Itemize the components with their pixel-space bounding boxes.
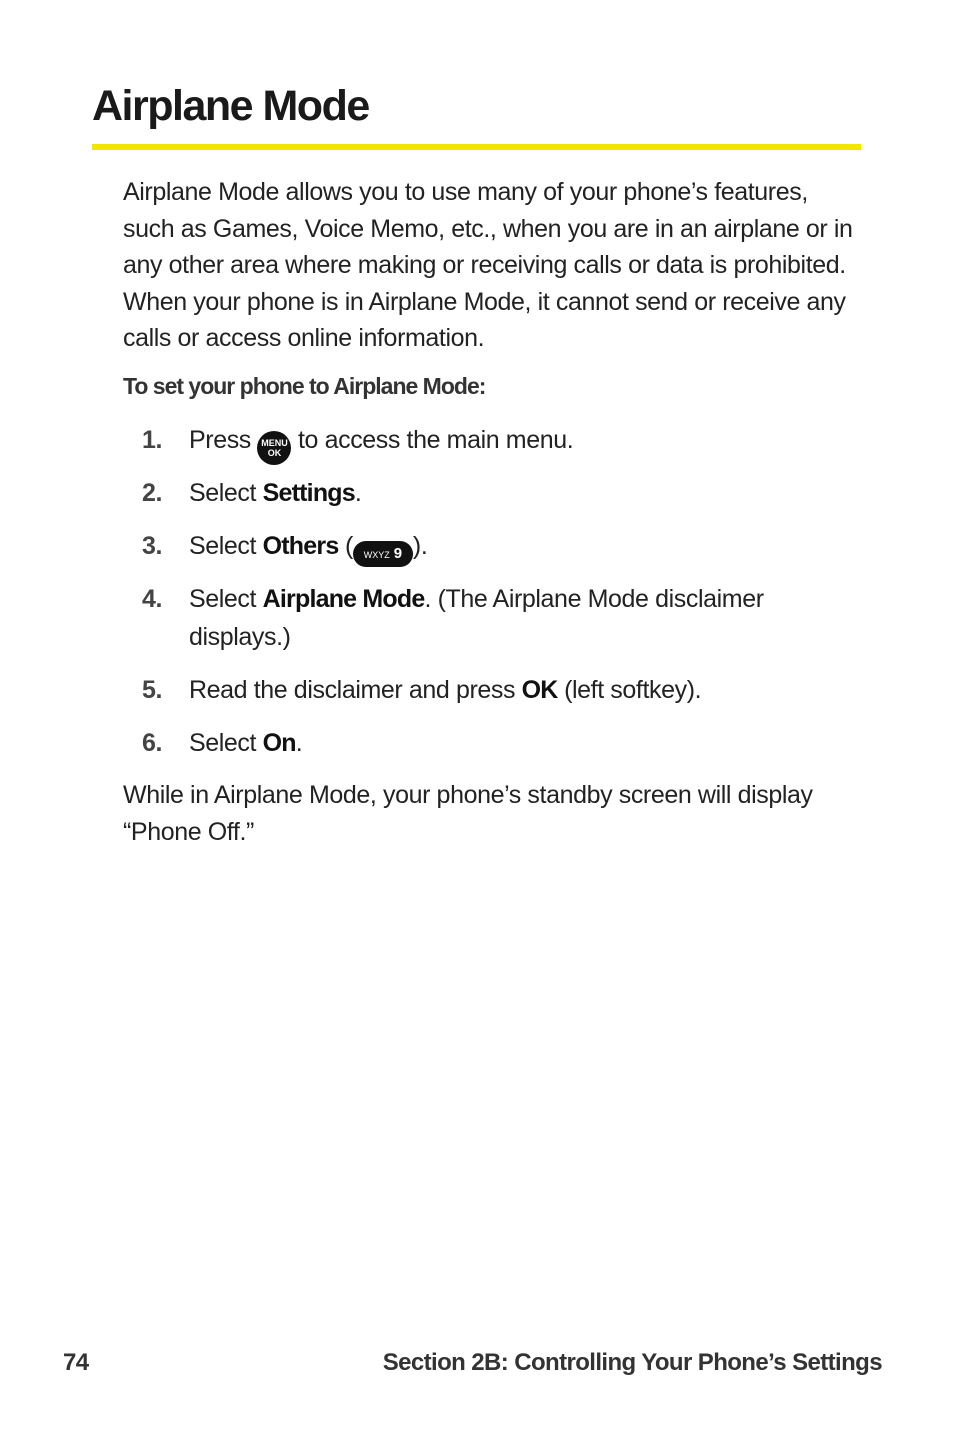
section-title: Section 2B: Controlling Your Phone’s Settings bbox=[382, 1349, 882, 1376]
outro-paragraph: While in Airplane Mode, your phone’s standby screen will display “Phone Off.” bbox=[123, 781, 813, 846]
step-text: ( bbox=[344, 532, 353, 560]
step-text: Select bbox=[189, 729, 257, 757]
step-text: ). bbox=[412, 532, 428, 560]
procedure-heading: To set your phone to Airplane Mode: bbox=[123, 373, 486, 399]
title-underline bbox=[92, 144, 861, 150]
step-6 bbox=[142, 724, 842, 762]
step-5 bbox=[142, 671, 842, 709]
intro-paragraph: Airplane Mode allows you to use many of your phone’s features, such as Games, Voice Memo, etc., when you are in an airplane or in any other area where making or receiving calls or data is prohibited. When your phone is in Airplane Mode, it cannot send or receive any calls or access online information. bbox=[123, 178, 853, 352]
step-text: (left softkey). bbox=[564, 676, 702, 704]
menu-item-airplane-mode: Airplane Mode bbox=[262, 585, 425, 613]
step-number: 4. bbox=[142, 585, 163, 613]
key-9-icon bbox=[353, 541, 413, 567]
page-title: Airplane Mode bbox=[92, 82, 369, 130]
step-number: 1. bbox=[142, 426, 163, 454]
step-1 bbox=[142, 421, 842, 465]
step-2 bbox=[142, 474, 842, 512]
step-3 bbox=[142, 527, 842, 567]
page-number: 74 bbox=[63, 1349, 89, 1376]
menu-key-label: MENU bbox=[261, 438, 288, 448]
menu-ok-key-icon bbox=[257, 431, 291, 465]
step-text: Select bbox=[189, 585, 257, 613]
step-number: 6. bbox=[142, 729, 163, 757]
ok-key-label: OK bbox=[267, 448, 282, 458]
step-text: Read the disclaimer and press bbox=[189, 676, 516, 704]
menu-item-others: Others bbox=[262, 532, 339, 560]
step-number: 5. bbox=[142, 676, 163, 704]
key-letters: WXYZ bbox=[363, 550, 390, 560]
step-number: 3. bbox=[142, 532, 163, 560]
step-text: . bbox=[354, 479, 362, 507]
step-text: . (The Airplane Mode disclaimer displays.) bbox=[189, 585, 764, 651]
step-text: . bbox=[295, 729, 303, 757]
step-text: Select bbox=[189, 479, 257, 507]
option-on: On bbox=[262, 729, 296, 757]
step-text: to access the main menu. bbox=[298, 426, 574, 454]
step-text: Press bbox=[189, 426, 251, 454]
step-number: 2. bbox=[142, 479, 163, 507]
softkey-ok: OK bbox=[521, 676, 558, 704]
step-text: Select bbox=[189, 532, 257, 560]
menu-item-settings: Settings bbox=[262, 479, 355, 507]
step-4 bbox=[142, 580, 842, 656]
key-digit: 9 bbox=[393, 545, 403, 562]
